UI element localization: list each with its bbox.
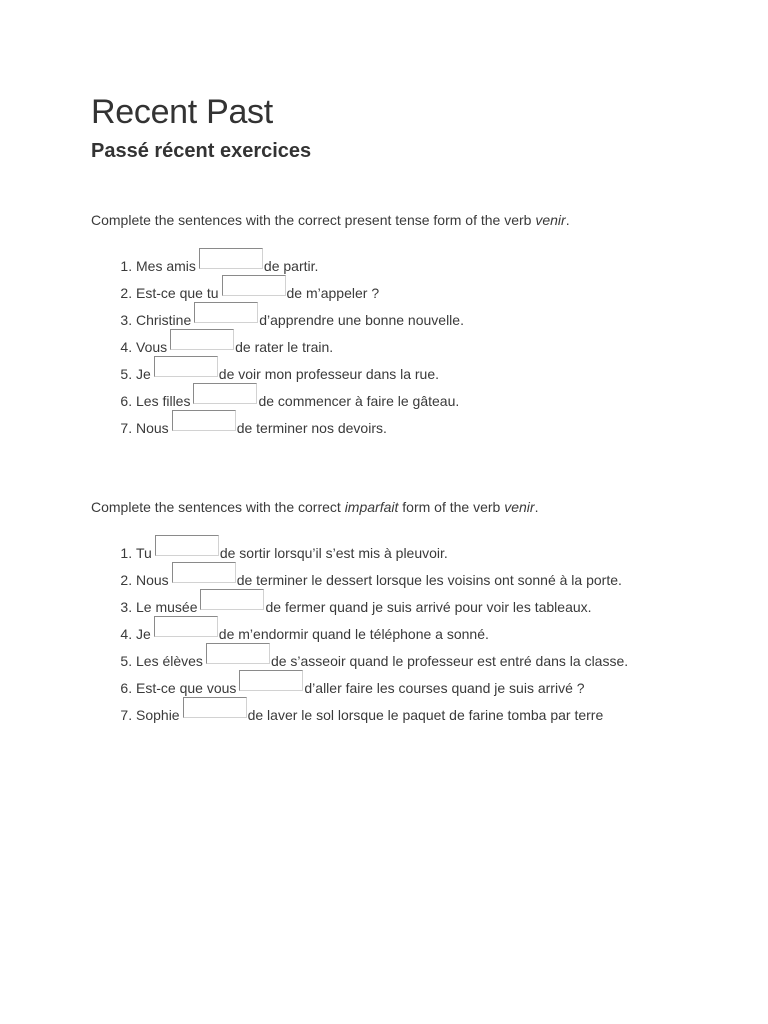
- sentence-end: de sortir lorsqu’il s’est mis à pleuvoir.: [219, 545, 448, 561]
- answer-input[interactable]: [199, 248, 263, 269]
- answer-input[interactable]: [239, 670, 303, 691]
- sentence-start: Les filles: [136, 393, 191, 409]
- sentence-start: Christine: [136, 312, 192, 328]
- sentence-start: Vous: [136, 339, 168, 355]
- section1-item-6: [136, 383, 731, 410]
- section1-item-1: [136, 248, 731, 275]
- section2-instr-prefix: Complete the sentences with the correct: [91, 499, 345, 515]
- page-title: Recent Past: [91, 93, 273, 131]
- section1-instr-verb: venir: [535, 212, 566, 228]
- sentence-end: d’apprendre une bonne nouvelle.: [259, 312, 464, 328]
- answer-input[interactable]: [155, 535, 219, 556]
- section2-item-1: [136, 535, 731, 562]
- answer-input[interactable]: [154, 356, 218, 377]
- sentence-start: Je: [136, 626, 151, 642]
- page-subtitle: Passé récent exercices: [91, 140, 312, 162]
- answer-input[interactable]: [154, 616, 218, 637]
- sentence-start: Je: [136, 366, 151, 382]
- sentence-start: Nous: [136, 420, 169, 436]
- worksheet: [91, 92, 731, 724]
- sentence-end: de m’endormir quand le téléphone a sonné.: [218, 626, 489, 642]
- answer-input[interactable]: [206, 643, 270, 664]
- sentence-end: de m’appeler ?: [286, 285, 380, 301]
- sentence-start: Est-ce que vous: [136, 680, 237, 696]
- section2-item-2: [136, 562, 731, 589]
- sentence-end: de partir.: [263, 258, 319, 274]
- section1-exercise-list: [91, 248, 731, 437]
- answer-input[interactable]: [172, 562, 236, 583]
- section1-instructions: [91, 211, 731, 229]
- answer-input[interactable]: [222, 275, 286, 296]
- section2-item-6: [136, 670, 731, 697]
- sentence-end: de terminer nos devoirs.: [236, 420, 387, 436]
- sentence-end: de voir mon professeur dans la rue.: [218, 366, 440, 382]
- answer-input[interactable]: [194, 302, 258, 323]
- section2-instr-suffix: .: [534, 499, 539, 515]
- answer-input[interactable]: [193, 383, 257, 404]
- section2-item-7: [136, 697, 731, 724]
- section2-item-5: [136, 643, 731, 670]
- sentence-start: Les élèves: [136, 653, 203, 669]
- section2-instructions: [91, 498, 731, 516]
- section1-instr-suffix: .: [565, 212, 570, 228]
- section1-item-2: [136, 275, 731, 302]
- sentence-start: Mes amis: [136, 258, 196, 274]
- section2-item-3: [136, 589, 731, 616]
- sentence-end: de s’asseoir quand le professeur est entré dans la classe.: [270, 653, 629, 669]
- sentence-start: Sophie: [136, 707, 180, 723]
- section2-instr-verb: venir: [504, 499, 535, 515]
- sentence-end: de commencer à faire le gâteau.: [258, 393, 460, 409]
- section1-item-5: [136, 356, 731, 383]
- answer-input[interactable]: [172, 410, 236, 431]
- section2-item-4: [136, 616, 731, 643]
- sentence-end: d’aller faire les courses quand je suis arrivé ?: [304, 680, 585, 696]
- sentence-end: de rater le train.: [235, 339, 334, 355]
- section2-instr-middle: form of the verb: [398, 499, 505, 515]
- section2-exercise-list: [91, 535, 731, 724]
- sentence-end: de terminer le dessert lorsque les voisins ont sonné à la porte.: [236, 572, 622, 588]
- sentence-start: Est-ce que tu: [136, 285, 219, 301]
- answer-input[interactable]: [183, 697, 247, 718]
- answer-input[interactable]: [200, 589, 264, 610]
- section1-instr-prefix: Complete the sentences with the correct present tense form of the verb: [91, 212, 536, 228]
- answer-input[interactable]: [170, 329, 234, 350]
- section1-item-4: [136, 329, 731, 356]
- sentence-end: de laver le sol lorsque le paquet de farine tomba par terre: [247, 707, 604, 723]
- sentence-end: de fermer quand je suis arrivé pour voir les tableaux.: [265, 599, 592, 615]
- sentence-start: Le musée: [136, 599, 198, 615]
- section1-item-3: [136, 302, 731, 329]
- section2-instr-tense: imparfait: [344, 499, 399, 515]
- section1-item-7: [136, 410, 731, 437]
- sentence-start: Tu: [136, 545, 152, 561]
- sentence-start: Nous: [136, 572, 169, 588]
